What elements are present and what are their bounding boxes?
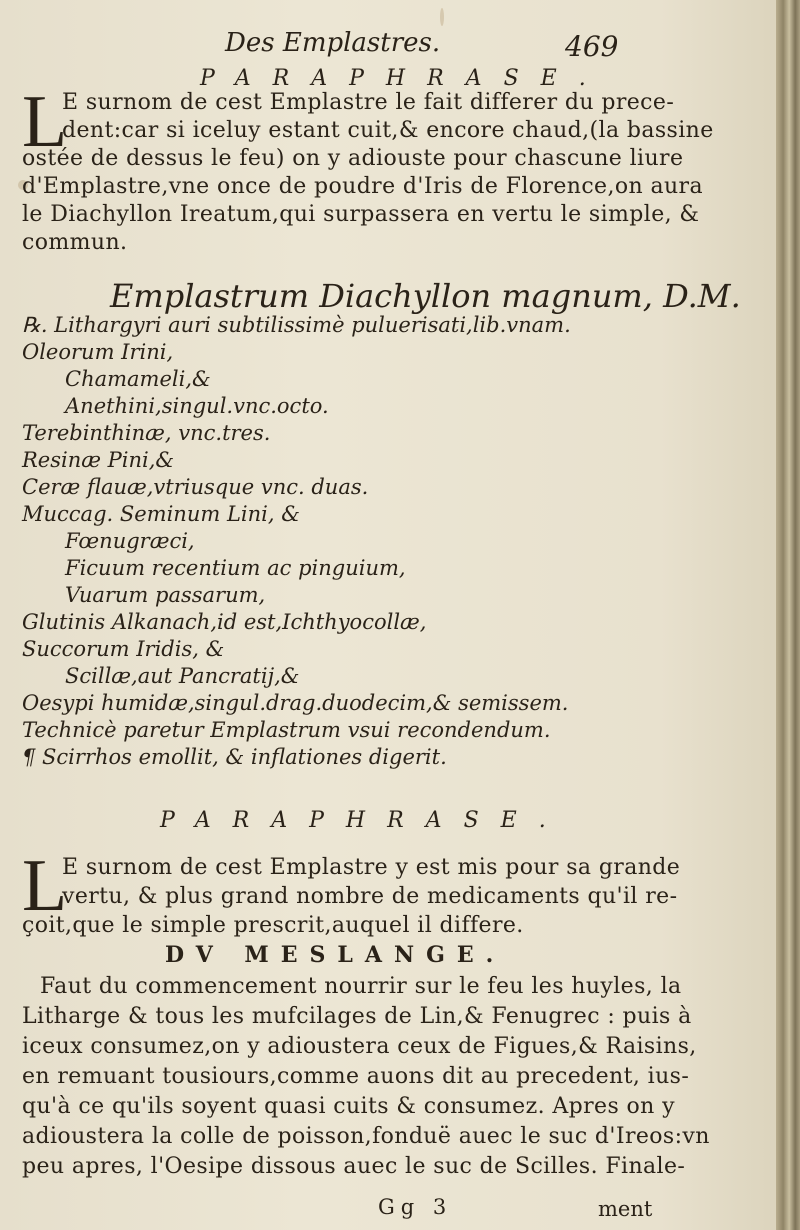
book-fore-edge [776,0,800,1230]
paragraph-line: adioustera la colle de poisson,fonduë auec le suc d'Ireos:vn [22,1124,710,1149]
paragraph-line: le Diachyllon Ireatum,qui surpassera en vertu le simple, & [22,202,700,227]
paragraph-line: iceux consumez,on y adioustera ceux de Figues,& Raisins, [22,1034,697,1059]
recipe-line: ℞. Lithargyri auri subtilissimè puluerisati,lib.vnam. [22,313,571,337]
recipe-line: Ceræ flauæ,vtriusque vnc. duas. [22,475,369,499]
paragraph-line: vertu, & plus grand nombre de medicaments qu'il re- [62,884,678,909]
paragraph-line: çoit,que le simple prescrit,auquel il differe. [22,913,524,938]
page-number: 469 [565,30,619,63]
recipe-line: Oesypi humidæ,singul.drag.duodecim,& semissem. [22,691,569,715]
recipe-line: Terebinthinæ, vnc.tres. [22,421,271,445]
paragraph-line: Litharge & tous les mufcilages de Lin,& Fenugrec : puis à [22,1004,692,1029]
recipe-line: ¶ Scirrhos emollit, & inflationes digerit. [22,745,447,769]
paragraph-line: Faut du commencement nourrir sur le feu les huyles, la [40,974,682,999]
recipe-line: Scillæ,aut Pancratij,& [65,664,300,688]
recipe-line: Oleorum Irini, [22,340,174,364]
paragraph-line: d'Emplastre,vne once de poudre d'Iris de Florence,on aura [22,174,703,199]
paraphrase-heading: PARAPHRASE. [200,66,608,91]
paragraph-line: E surnom de cest Emplastre y est mis pour sa grande [62,855,681,880]
paragraph-line: en remuant tousiours,comme auons dit au precedent, ius- [22,1064,690,1089]
paragraph-line: commun. [22,230,128,255]
recipe-line: Vuarum passarum, [65,583,266,607]
ink-mark [440,8,444,26]
recipe-line: Technicè paretur Emplastrum vsui recondendum. [22,718,551,742]
recipe-line: Muccag. Seminum Lini, & [22,502,300,526]
drop-cap: L [22,81,68,163]
paragraph-line: dent:car si iceluy estant cuit,& encore chaud,(la bassine [62,118,714,143]
recipe-line: Succorum Iridis, & [22,637,225,661]
recipe-line: Resinæ Pini,& [22,448,175,472]
recipe-line: Anethini,singul.vnc.octo. [65,394,329,418]
recipe-line: Chamameli,& [65,367,211,391]
paragraph-line: ostée de dessus le feu) on y adiouste pour chascune liure [22,146,684,171]
drop-cap: L [22,845,68,927]
recipe-title: Emplastrum Diachyllon magnum, D.M. [110,277,741,315]
running-title: Des Emplastres. [225,28,441,58]
section-heading: DV MESLANGE. [165,942,506,968]
paragraph-line: peu apres, l'Oesipe dissous auec le suc de Scilles. Finale- [22,1154,686,1179]
recipe-line: Glutinis Alkanach,id est,Ichthyocollæ, [22,610,427,634]
recipe-line: Ficuum recentium ac pinguium, [65,556,406,580]
recipe-line: Fœnugræci, [65,529,195,553]
catchword: ment [598,1197,653,1221]
paragraph-line: qu'à ce qu'ils soyent quasi cuits & consumez. Apres on y [22,1094,675,1119]
paragraph-line: E surnom de cest Emplastre le fait differer du prece- [62,90,675,115]
paraphrase-heading: PARAPHRASE. [160,808,568,833]
signature-mark: Gg 3 [378,1195,453,1219]
